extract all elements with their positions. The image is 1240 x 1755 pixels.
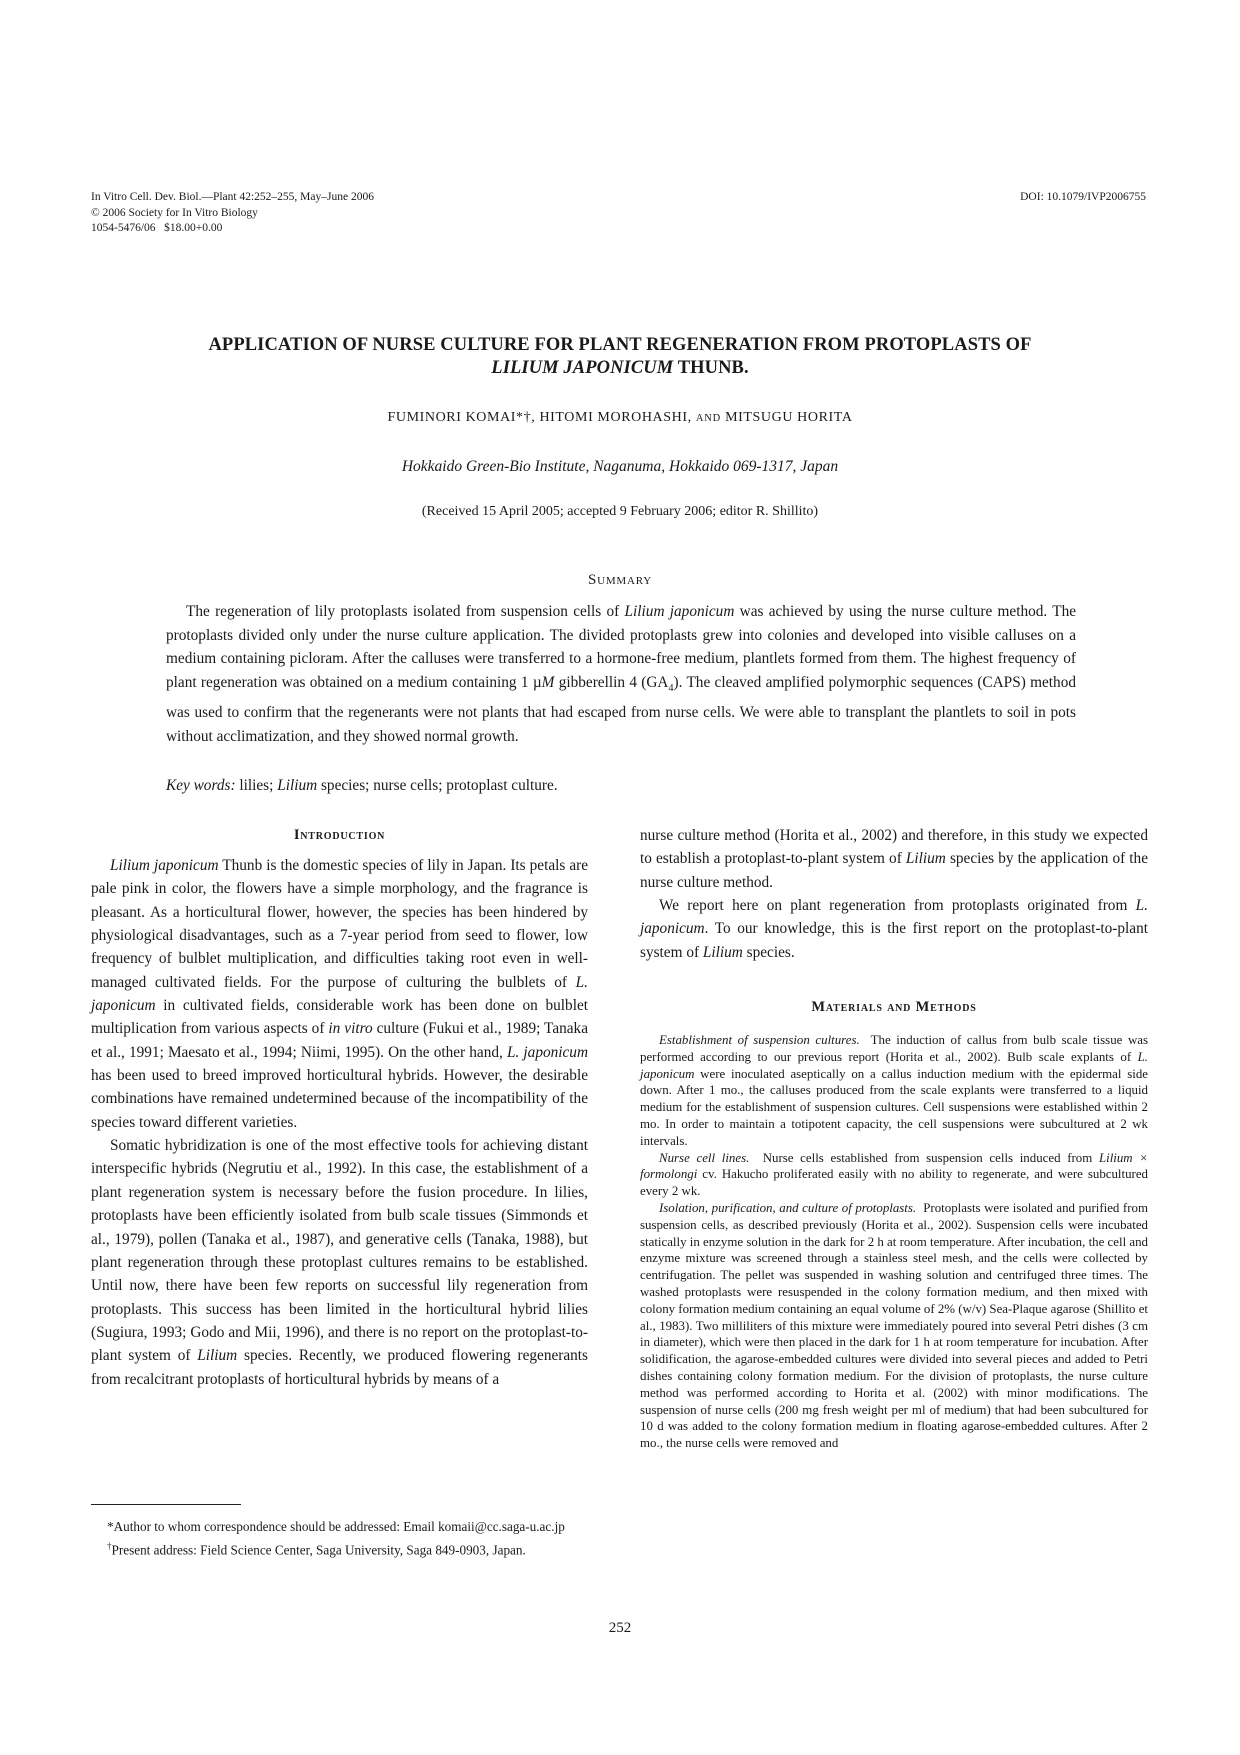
methods-heading: Materials and Methods: [811, 999, 977, 1016]
copyright-line: © 2006 Society for In Vitro Biology: [91, 206, 258, 219]
summary-heading: Summary: [587, 572, 653, 588]
intro-paragraph-4: [640, 894, 1148, 964]
intro-segment: species.: [742, 943, 795, 961]
affiliation: Hokkaido Green-Bio Institute, Naganuma, Hokkaido 069-1317, Japan: [401, 458, 839, 475]
left-column: [91, 824, 588, 1391]
intro-segment: nurse culture method (Horita et al., 2002) and therefore, in this study we expected to establish a protoplast-to-plant system of: [640, 827, 1148, 868]
keywords-label: Key words:: [166, 777, 236, 794]
methods-subheading: Establishment of suspension cultures.: [659, 1033, 860, 1048]
summary-segment: gibberellin 4 (GA: [554, 674, 669, 692]
summary-text: [166, 600, 1076, 748]
methods-protoplast-culture: [640, 1200, 1152, 1452]
keywords-segment: lilies;: [235, 777, 278, 794]
title-authority: THUNB.: [673, 358, 749, 378]
ga-subscript: 4: [668, 683, 674, 695]
methods-segment: The induction of callus from bulb scale tissue was performed according to our previous report (Horita et al., 2002). Bulb scale explants of: [640, 1033, 1152, 1064]
methods-nurse-cell-lines: [640, 1150, 1148, 1200]
authors-part-2: MITSUGU HORITA: [720, 410, 853, 425]
unit-micro: µ: [532, 674, 542, 692]
unit-molar: M: [541, 674, 555, 692]
intro-segment: Thunb is the domestic species of lily in Japan. Its petals are pale pink in color, the flowers have a simple morphology, and the fragrance is pleasant. As a horticultural flower, however, the species has been hindered by physiological disadvantages, such as a 7-year period from seed to flower, low frequency of bulblet multiplication, and difficulties taking root even in well-managed cultivated fields. For the purpose of culturing the bulblets of: [91, 857, 588, 991]
intro-segment: has been used to breed improved horticultural hybrids. However, the desirable combinations have remained undetermined because of the incompatibility of the species toward different varieties.: [91, 1067, 588, 1131]
summary-segment: ). The cleaved amplified polymorphic sequences (CAPS) method was used to confirm that the regenerants were not plants that had escaped from nurse cells. We were able to transplant the plantlets to soil in pots without acclimatization, and they showed normal growth.: [166, 674, 1076, 745]
issn-line: 1054-5476/06 $18.00+0.00: [91, 222, 223, 234]
intro-species: Lilium japonicum: [110, 857, 219, 874]
intro-segment: . To our knowledge, this is the first report on the protoplast-to-plant system of: [640, 920, 1148, 961]
authors-and: AND: [695, 413, 721, 424]
right-column: [640, 824, 1152, 1452]
intro-paragraph-3: [640, 824, 1148, 894]
title-species: LILIUM JAPONICUM: [491, 358, 674, 378]
authors-part-1: FUMINORI KOMAI*†, HITOMI MOROHASHI,: [387, 410, 696, 425]
intro-species: Lilium: [905, 850, 946, 868]
methods-segment: Nurse cells established from suspension cells induced from: [749, 1150, 1099, 1165]
intro-species: L. japonicum: [640, 897, 1148, 938]
methods-species: Lilium × formolongi: [640, 1150, 1148, 1182]
keywords: [166, 774, 1076, 798]
received-dates: (Received 15 April 2005; accepted 9 February 2006; editor R. Shillito): [421, 504, 819, 519]
methods-subheading: Isolation, purification, and culture of protoplasts.: [659, 1201, 917, 1216]
doi: DOI: 10.1079/IVP2006755: [1020, 191, 1146, 203]
intro-species: L. japonicum: [91, 973, 588, 1015]
methods-subheading: Nurse cell lines.: [659, 1150, 750, 1165]
intro-species: Lilium: [197, 1347, 238, 1365]
footnote-present-address: [91, 1537, 588, 1560]
keywords-segment: species; nurse cells; protoplast culture.: [317, 777, 558, 794]
introduction-heading: Introduction: [293, 827, 386, 843]
summary-segment: The regeneration of lily protoplasts isolated from suspension cells of: [186, 603, 625, 620]
intro-segment: Somatic hybridization is one of the most effective tools for achieving distant interspecific hybrids (Negrutiu et al., 1992). In this case, the establishment of a plant regeneration system is necessary before the fusion procedure. In lilies, protoplasts have been efficiently isolated from bulb scale tissues (Simmonds et al., 1979), pollen (Tanaka et al., 1987), and generative cells (Tanaka, 1988), but plant regeneration through these protoplast cultures remains to be established. Until now, there have been few reports on successful lily regeneration from protoplasts. This success has been limited in the horticultural hybrid lilies (Sugiura, 1993; Godo and Mii, 1996), and there is no report on the protoplast-to-plant system of: [91, 1137, 588, 1365]
summary-species: Lilium japonicum: [624, 603, 735, 620]
intro-segment: species by the application of the nurse culture method.: [640, 850, 1148, 891]
title-line-1: APPLICATION OF NURSE CULTURE FOR PLANT REGENERATION FROM PROTOPLASTS OF: [208, 335, 1032, 355]
intro-paragraph-2: [91, 1134, 588, 1391]
footnotes: [91, 1518, 588, 1559]
summary-segment: was achieved by using the nurse culture method. The protoplasts divided only under the nurse culture application. The divided protoplasts grew into colonies and developed into visible calluses on a medium containing picloram. After the calluses were transferred to a hormone-free medium, plantlets formed from them. The highest frequency of plant regeneration was obtained on a medium containing 1: [166, 603, 1077, 692]
intro-segment: culture (Fukui et al., 1989; Tanaka et al., 1991; Maesato et al., 1994; Niimi, 1995). On the other hand,: [91, 1020, 588, 1061]
methods-segment: cv. Hakucho proliferated easily with no ability to regenerate, and were subcultured every 2 wk.: [640, 1167, 1148, 1199]
footnote-dagger: †: [107, 1540, 112, 1551]
intro-species: L. japonicum: [506, 1043, 589, 1061]
author-list: [91, 410, 1149, 426]
intro-paragraph-1: [91, 854, 588, 1134]
methods-segment: Protoplasts were isolated and purified from suspension cells, as described previously (Horita et al., 2002). Suspension cells were incubated statically in enzyme solution in the dark for 2 h at room temperature. After incubation, the cell and enzyme mixture was screened through a stainless steel mesh, and the cells were collected by centrifugation. The pellet was suspended in washing solution and centrifuged three times. The washed protoplasts were resuspended in the colony formation medium, and then mixed with colony formation medium containing an equal volume of 2% (w/v) Sea-Plaque agarose (Shillito et al., 1983). Two milliliters of this mixture were immediately poured into several Petri dishes (3 cm in diameter), which were then placed in the dark for 1 h at room temperature for incubation. After solidification, the agarose-embedded cultures were divided into several pieces and added to Petri dishes containing colony formation medium. For the division of protoplasts, the nurse culture method was performed according to Horita et al. (2002) with minor modifications. The suspension of nurse cells (200 mg fresh weight per ml of medium) that had been subcultured for 10 d was added to the colony formation medium in floating agarose-embedded cultures. After 2 mo., the nurse cells were removed and: [640, 1201, 1152, 1451]
title-line-2: [91, 357, 1149, 380]
footnote-correspondence: *Author to whom correspondence should be addressed: Email komaii@cc.saga-u.ac.jp: [107, 1519, 565, 1534]
doi-header: [1020, 190, 1146, 206]
journal-header: [91, 190, 374, 237]
methods-suspension-cultures: [640, 1032, 1152, 1150]
intro-segment: in cultivated fields, considerable work has been done on bulblet multiplication from various aspects of: [91, 997, 588, 1038]
intro-italic: in vitro: [328, 1020, 373, 1038]
journal-citation: In Vitro Cell. Dev. Biol.—Plant 42:252–255, May–June 2006: [91, 191, 374, 203]
page-number: 252: [608, 1620, 632, 1636]
footnote-address-text: Present address: Field Science Center, Saga University, Saga 849-0903, Japan.: [111, 1541, 526, 1557]
methods-species: L. japonicum: [640, 1049, 1148, 1081]
article-title: [91, 334, 1149, 380]
intro-segment: We report here on plant regeneration from protoplasts originated from: [659, 897, 1136, 915]
keywords-species: Lilium: [277, 777, 318, 794]
footnote-rule: [91, 1504, 241, 1505]
intro-species: Lilium: [702, 943, 743, 961]
intro-segment: species. Recently, we produced flowering regenerants from recalcitrant protoplasts of horticultural hybrids by means of a: [91, 1347, 589, 1388]
methods-segment: were inoculated aseptically on a callus induction medium with the epidermal side down. After 1 mo., the calluses produced from the scale explants were transferred to a liquid medium for the establishment of suspension cultures. Cell suspensions were established within 2 mo. In order to maintain a totipotent capacity, the cell suspensions were subcultured at 2 wk intervals.: [640, 1066, 1148, 1148]
